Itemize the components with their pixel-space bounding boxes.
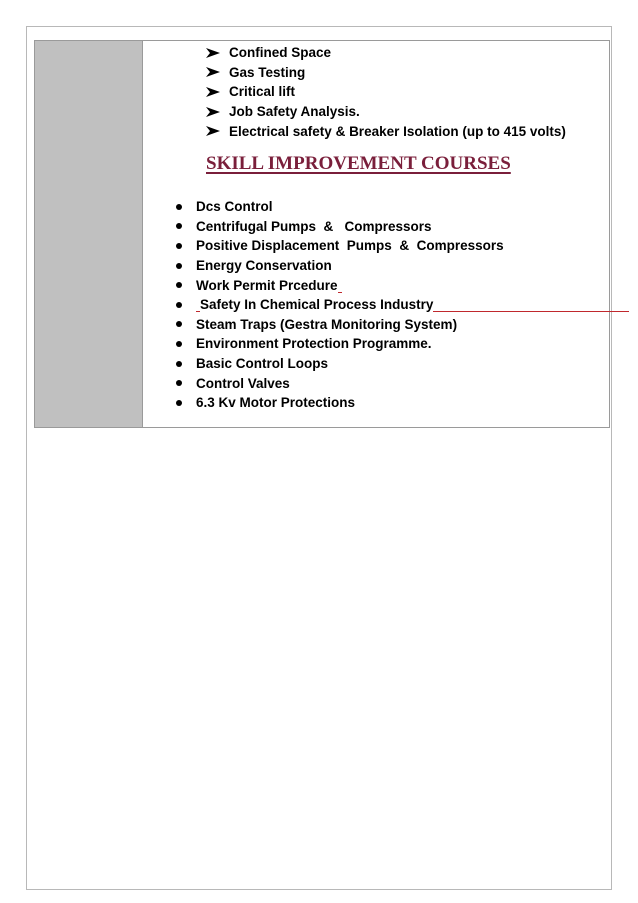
arrow-item-text: Confined Space xyxy=(229,45,332,61)
filled-circle-bullet-icon xyxy=(176,263,182,269)
content-table xyxy=(34,40,610,428)
bullet-item-text: Steam Traps (Gestra Monitoring System) xyxy=(196,316,458,332)
bullet-list-item xyxy=(173,393,629,413)
bullet-list-item xyxy=(173,373,629,393)
bullet-list-item xyxy=(173,354,629,374)
bullet-item-text: Dcs Control xyxy=(196,199,273,215)
arrow-item-text: Electrical safety & Breaker Isolation (up to 415 volts) xyxy=(229,123,566,139)
arrowhead-bullet-icon xyxy=(205,47,221,59)
arrow-list-item xyxy=(205,82,566,102)
bullet-item-text: Centrifugal Pumps & Compressors xyxy=(196,218,432,234)
bullet-item-text: 6.3 Kv Motor Protections xyxy=(196,395,356,411)
bullet-item-text: Safety In Chemical Process Industry xyxy=(200,297,434,313)
revision-underline-mark xyxy=(433,297,629,312)
bullet-item-text: Environment Protection Programme. xyxy=(196,336,432,352)
filled-circle-bullet-icon xyxy=(176,361,182,367)
arrow-item-text: Job Safety Analysis. xyxy=(229,104,360,120)
bullet-item-text: Control Valves xyxy=(196,375,290,391)
filled-circle-bullet-icon xyxy=(176,204,182,210)
section-heading: SKILL IMPROVEMENT COURSES xyxy=(206,153,511,174)
filled-circle-bullet-icon xyxy=(176,400,182,406)
bullet-list-item xyxy=(173,197,629,217)
right-content-cell xyxy=(143,41,609,427)
bullet-list xyxy=(173,197,629,413)
bullet-item-text: Work Permit Prcedure xyxy=(196,277,338,293)
bullet-list-item xyxy=(173,217,629,237)
bullet-list-item xyxy=(173,315,629,335)
arrow-list-item xyxy=(205,43,566,63)
revision-underline-mark xyxy=(338,278,342,293)
filled-circle-bullet-icon xyxy=(176,302,182,308)
arrowhead-bullet-icon xyxy=(205,86,221,98)
bullet-list-item xyxy=(173,295,629,315)
bullet-item-text: Energy Conservation xyxy=(196,258,332,274)
filled-circle-bullet-icon xyxy=(176,223,182,229)
arrow-list xyxy=(205,43,566,141)
arrowhead-bullet-icon xyxy=(205,66,221,78)
bullet-item-text: Basic Control Loops xyxy=(196,356,329,372)
filled-circle-bullet-icon xyxy=(176,282,182,288)
arrow-list-item xyxy=(205,102,566,122)
filled-circle-bullet-icon xyxy=(176,243,182,249)
bullet-item-text: Positive Displacement Pumps & Compressors xyxy=(196,238,504,254)
bullet-list-item xyxy=(173,275,629,295)
filled-circle-bullet-icon xyxy=(176,341,182,347)
arrow-item-text: Critical lift xyxy=(229,84,296,100)
bullet-list-item xyxy=(173,236,629,256)
bullet-list-item xyxy=(173,334,629,354)
arrowhead-bullet-icon xyxy=(205,125,221,137)
bullet-list-item xyxy=(173,256,629,276)
filled-circle-bullet-icon xyxy=(176,380,182,386)
arrowhead-bullet-icon xyxy=(205,106,221,118)
arrow-item-text: Gas Testing xyxy=(229,64,306,80)
arrow-list-item xyxy=(205,63,566,83)
arrow-list-item xyxy=(205,121,566,141)
left-shaded-cell xyxy=(35,41,143,427)
filled-circle-bullet-icon xyxy=(176,321,182,327)
